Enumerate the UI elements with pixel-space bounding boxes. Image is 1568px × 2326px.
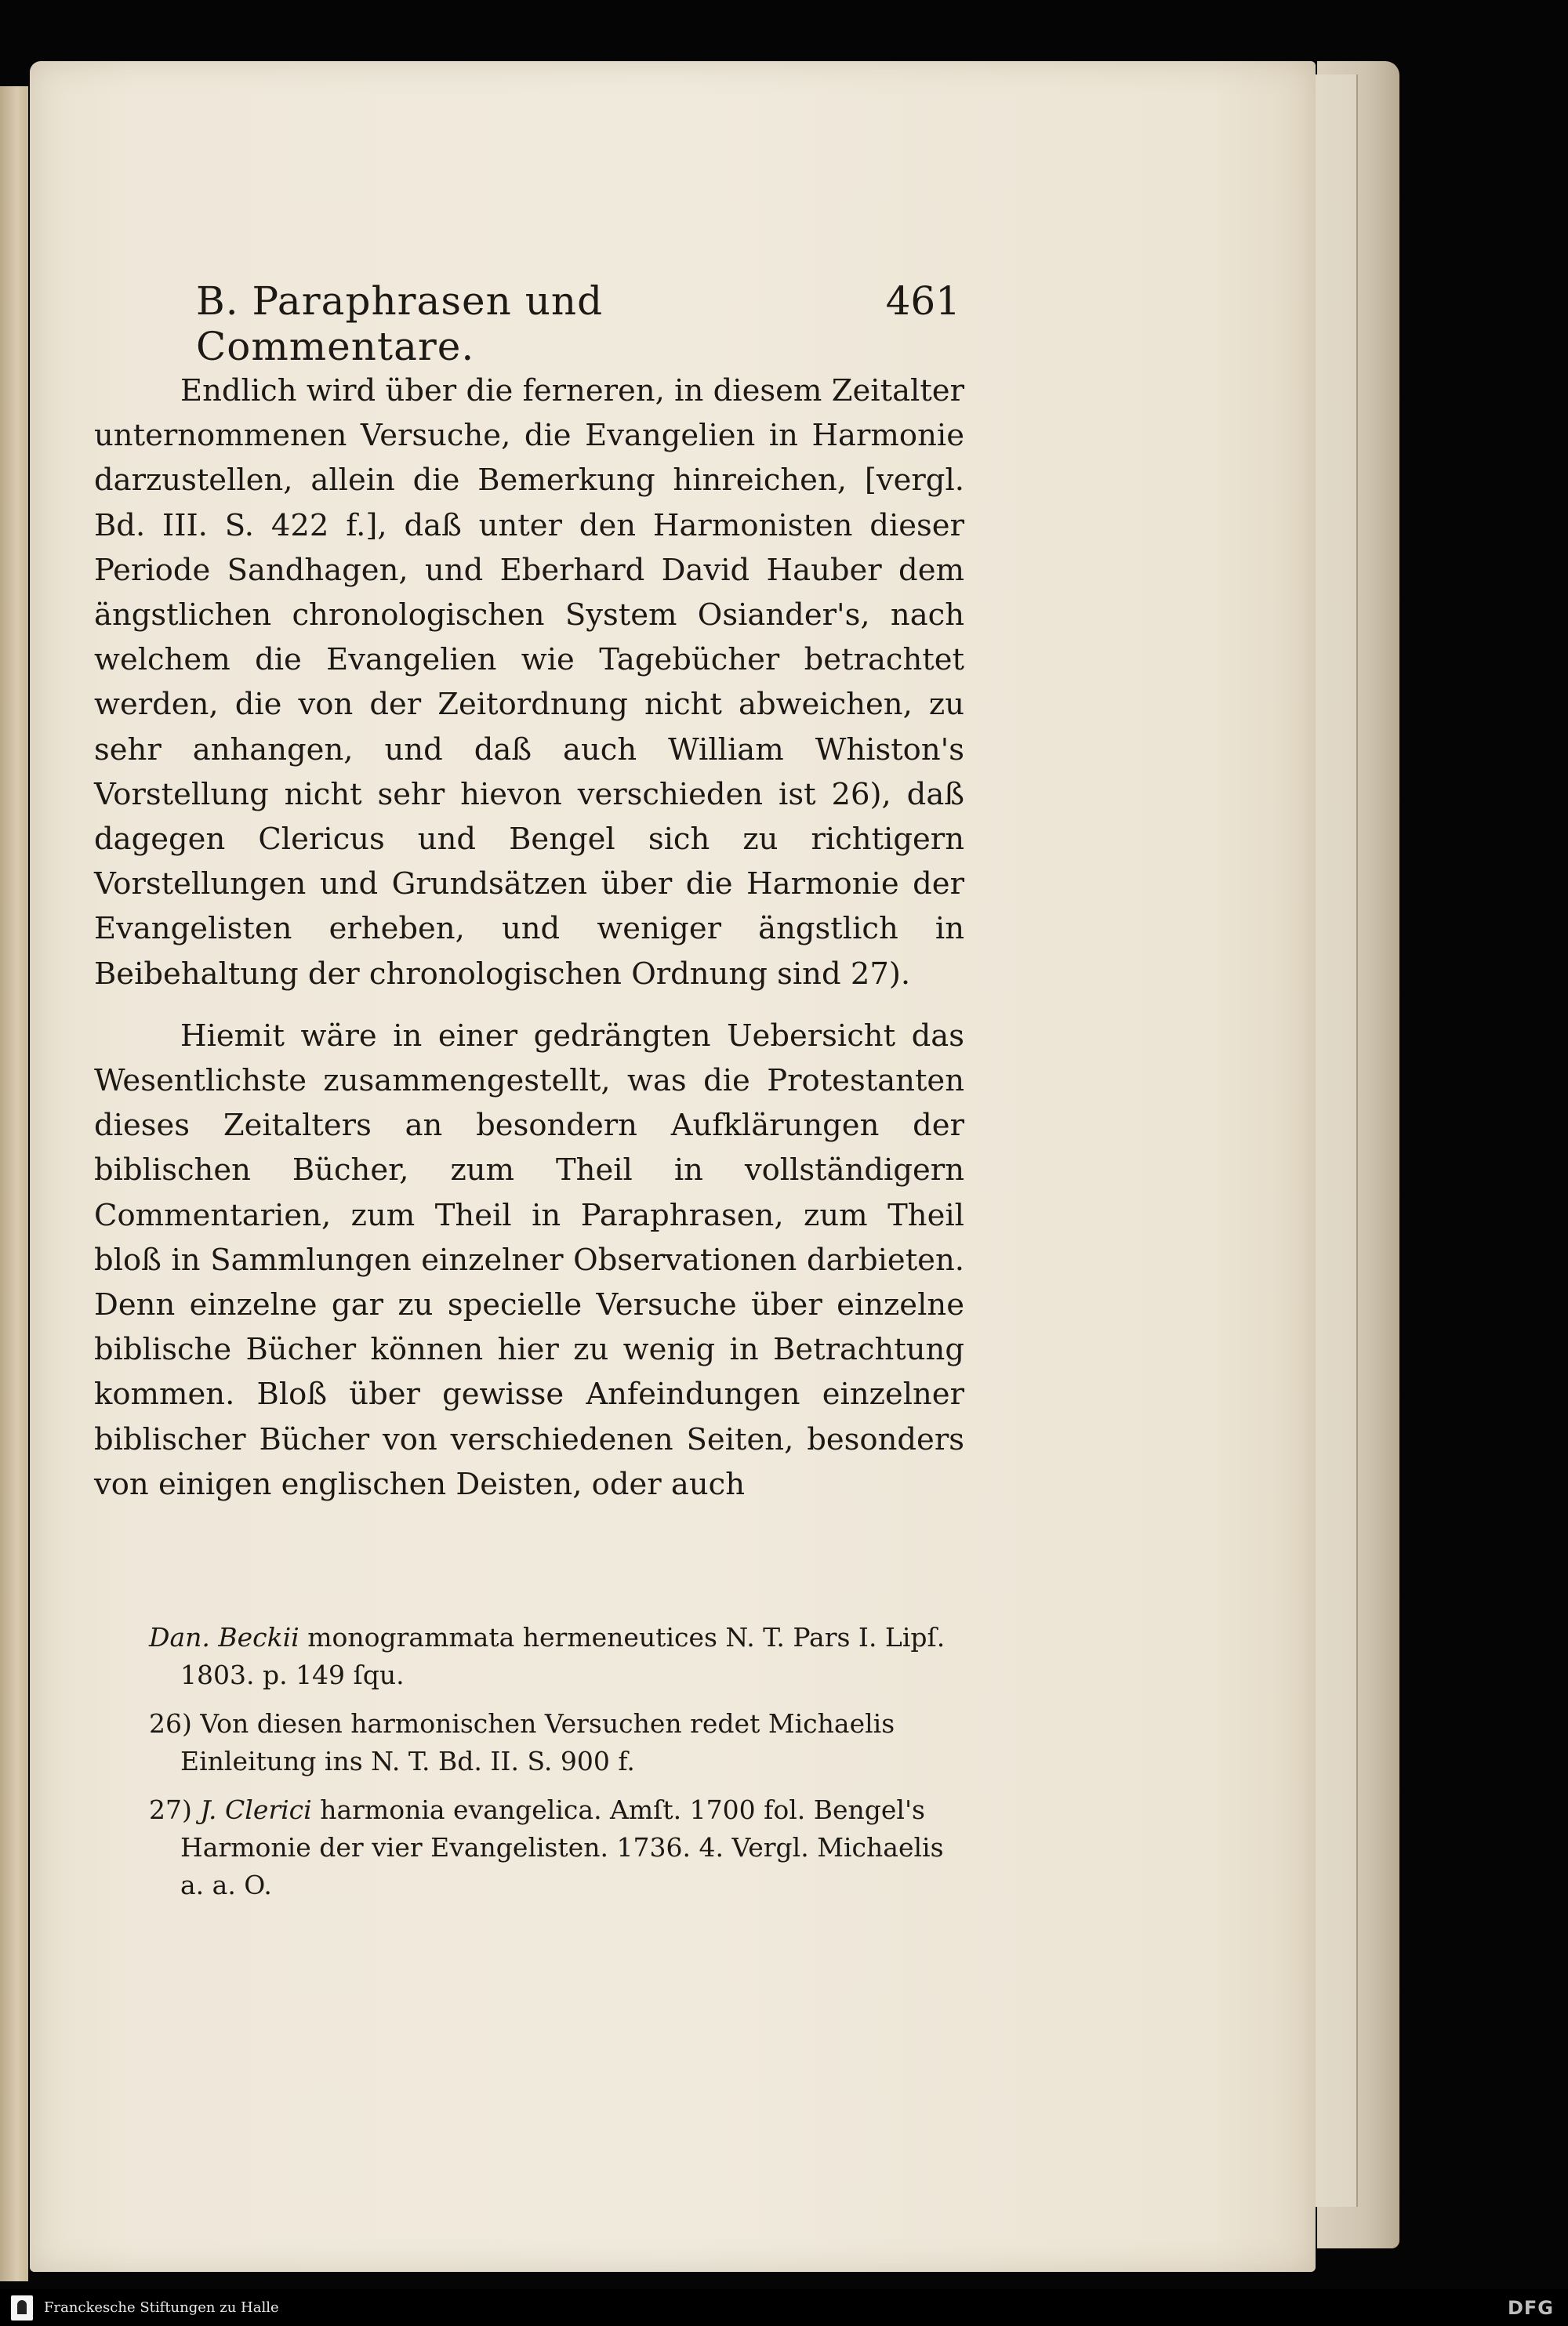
footnote-text: Von diesen harmonischen Versuchen redet Michaelis Einleitung ins N. T. Bd. II. S. 900 f. bbox=[180, 1708, 895, 1776]
footnote-author: Dan. Beckii bbox=[149, 1622, 299, 1653]
footnote bbox=[149, 1705, 968, 1780]
footnote-text: monogrammata hermeneutices N. T. Pars I. Lipſ. 1803. p. 149 ſqu. bbox=[180, 1622, 946, 1690]
facing-page-edge bbox=[0, 86, 28, 2281]
archive-footer bbox=[0, 2289, 1568, 2326]
running-header bbox=[196, 278, 960, 369]
paragraph: Endlich wird über die ferneren, in diesem Zeitalter unternommenen Versuche, die Evangelien in Harmonie darzustellen, allein die Bemerkung hinreichen, [vergl. Bd. III. S. 422 f.], daß unter den Harmonisten dieser Periode Sandhagen, und Eberhard David Hauber dem ängstlichen chronologischen System Osiander's, nach welchem die Evangelien wie Tagebücher betrachtet werden, die von der Zeitordnung nicht abweichen, zu sehr anhangen, und daß auch William Whiston's Vorstellung nicht sehr hievon verschieden ist 26), daß dagegen Clericus und Bengel sich zu richtigern Vorstellungen und Grundsätzen über die Harmonie der Evangelisten erheben, und weniger ängstlich in Beibehaltung der chronologischen Ordnung sind 27). bbox=[94, 373, 964, 992]
institution-logo-icon bbox=[11, 2295, 33, 2321]
footnote bbox=[149, 1619, 968, 1694]
footnote-marker: 27) bbox=[149, 1794, 192, 1825]
dfg-logo: DFG bbox=[1507, 2296, 1554, 2319]
footnotes bbox=[149, 1619, 968, 1915]
page-number: 461 bbox=[885, 278, 960, 324]
institution-name: Franckesche Stiftungen zu Halle bbox=[44, 2299, 279, 2316]
footnote bbox=[149, 1791, 968, 1904]
footnote-marker: 26) bbox=[149, 1708, 192, 1739]
archive-footer-left bbox=[0, 2295, 279, 2321]
main-text bbox=[94, 368, 964, 1507]
footnote-author: J. Clerici bbox=[200, 1794, 312, 1825]
paragraph: Hiemit wäre in einer gedrängten Uebersicht das Wesentlichste zusammengestellt, was die Protestanten dieses Zeitalters an besondern Aufklärungen der biblischen Bücher, zum Theil in vollständigern Commentarien, zum Theil in Paraphrasen, zum Theil bloß in Sammlungen einzelner Observationen darbieten. Denn einzelne gar zu specielle Versuche über einzelne biblische Bücher können hier zu wenig in Betrachtung kommen. Bloß über gewisse Anfeindungen einzelner biblischer Bücher von verschiedenen Seiten, besonders von einigen englischen Deisten, oder auch bbox=[94, 1018, 964, 1502]
footnote-text: harmonia evangelica. Amſt. 1700 fol. Bengel's Harmonie der vier Evangelisten. 1736. 4. Vergl. Michaelis a. a. O. bbox=[180, 1794, 944, 1900]
running-header-title: B. Paraphrasen und Commentare. bbox=[196, 278, 604, 369]
